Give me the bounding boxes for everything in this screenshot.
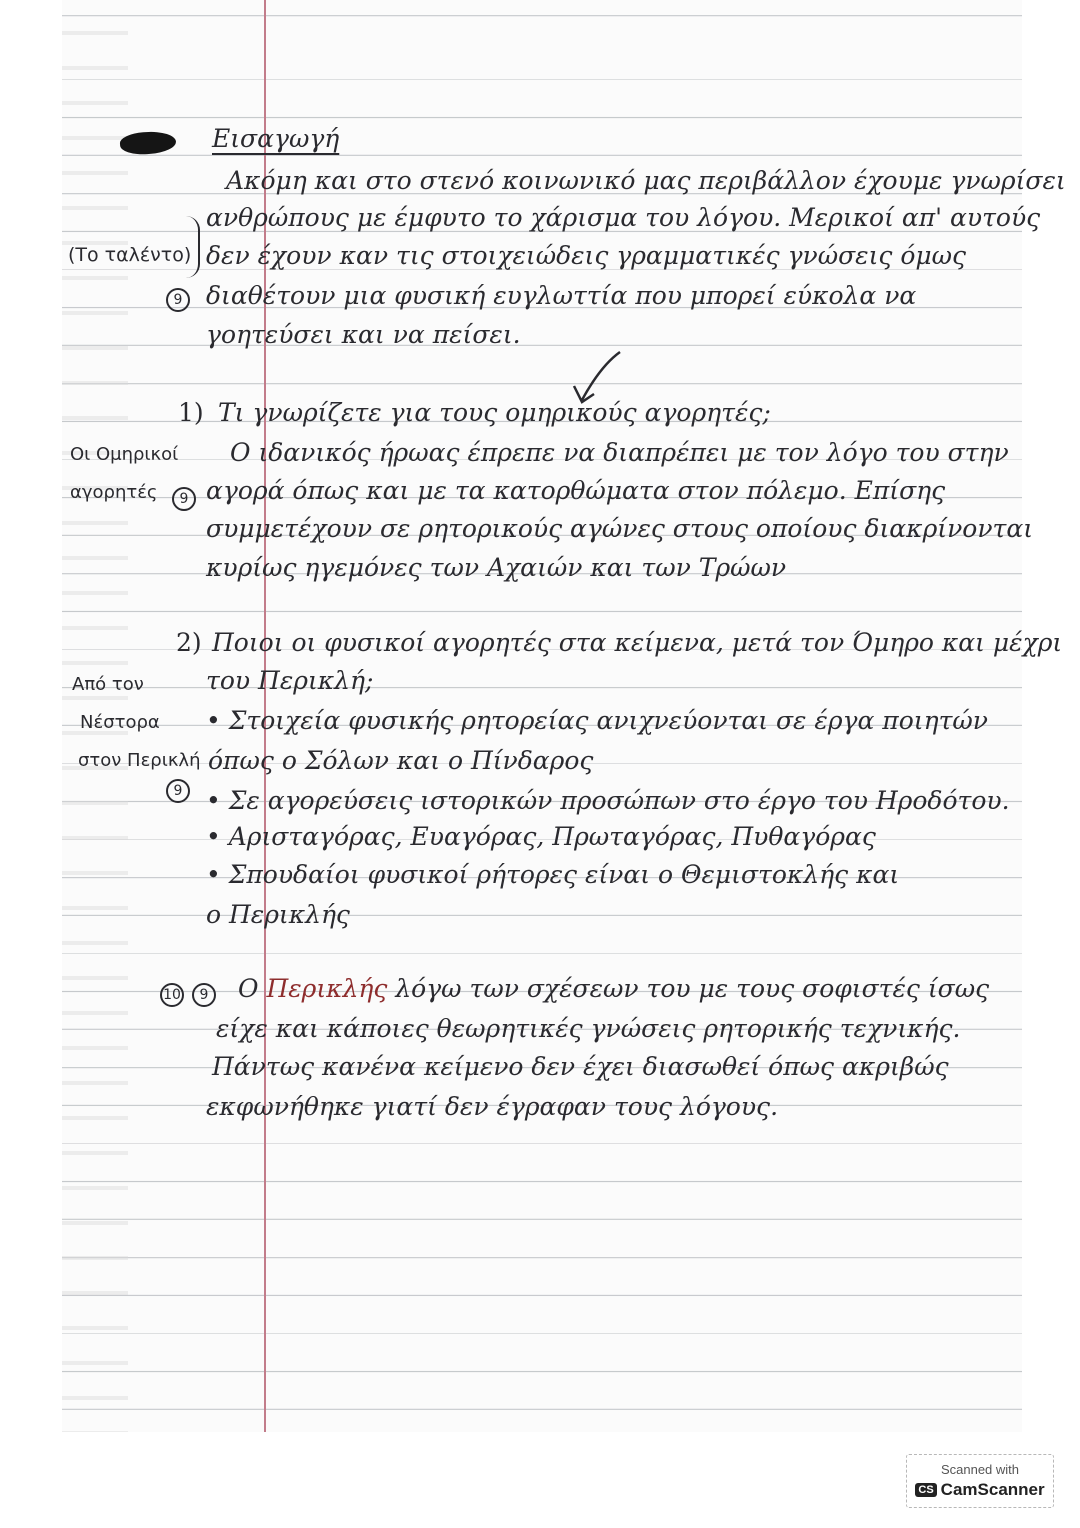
scanner-line1: Scanned with (940, 1462, 1020, 1477)
answer-line: συμμετέχουν σε ρητορικούς αγώνες στους οποίους διακρίνονται (206, 514, 1034, 543)
intro-line: ανθρώπους με έμφυτο το χάρισμα του λόγου. Μερικοί απ' αυτούς (206, 203, 1041, 232)
bullet-line: • Σπουδαίοι φυσικοί ρήτορες είναι ο Θεμιστοκλής και (206, 860, 900, 889)
margin-note-homeric: αγορητές (70, 482, 158, 503)
answer-line: Ο ιδανικός ήρωας έπρεπε να διαπρέπει με τον λόγο του στην (230, 438, 1009, 467)
bullet-line: • Αρισταγόρας, Ευαγόρας, Πρωταγόρας, Πυθαγόρας (206, 822, 876, 851)
intro-line: διαθέτουν μια φυσική ευγλωττία που μπορεί εύκολα να (206, 281, 917, 310)
margin-note-talent: (Το ταλέντο) (68, 244, 192, 266)
answer-line: αγορά όπως και με τα κατορθώματα στον πόλεμο. Επίσης (206, 476, 946, 505)
grade-badge: 10 (160, 983, 184, 1007)
answer-rest: λόγω των σχέσεων του με τους σοφιστές ίσως (387, 974, 990, 1003)
answer-lead: Ο (238, 974, 267, 1003)
grade-badge: 9 (166, 288, 190, 312)
grade-badge: 9 (172, 487, 196, 511)
bullet-line: • Σε αγορεύσεις ιστορικών προσώπων στο έργο του Ηροδότου. (206, 786, 1010, 815)
margin-note-homeric: Οι Ομηρικοί (70, 444, 179, 465)
answer-line: εκφωνήθηκε γιατί δεν έγραφαν τους λόγους. (206, 1092, 779, 1121)
camscanner-logo-icon: CS (915, 1483, 936, 1497)
bullet-line: ο Περικλής (206, 900, 350, 929)
answer-line: κυρίως ηγεμόνες των Αχαιών και των Τρώων (206, 553, 787, 582)
margin-note-nestor: Νέστορα (80, 712, 160, 733)
question-text: Τι γνωρίζετε για τους ομηρικούς αγορητές; (218, 398, 771, 427)
answer-line (238, 976, 989, 1001)
question-number: 2) (176, 628, 202, 657)
bullet-line: • Στοιχεία φυσικής ρητορείας ανιχνεύονται σε έργα ποιητών (206, 706, 988, 735)
answer-line: Πάντως κανένα κείμενο δεν έχει διασωθεί όπως ακριβώς (212, 1052, 949, 1081)
scanner-watermark (906, 1454, 1054, 1508)
question-number: 1) (178, 398, 204, 427)
intro-line: Ακόμη και στο στενό κοινωνικό μας περιβάλλον έχουμε γνωρίσει (226, 166, 1066, 195)
question-text: Ποιοι οι φυσικοί αγορητές στα κείμενα, μετά τον Όμηρο και μέχρι (212, 628, 1063, 657)
answer-line: είχε και κάποιες θεωρητικές γνώσεις ρητορικής τεχνικής. (216, 1014, 961, 1043)
margin-note-nestor: Από τον (72, 674, 144, 695)
grade-badge: 9 (166, 779, 190, 803)
intro-line: γοητεύσει και να πείσει. (206, 320, 521, 349)
bracket (182, 216, 200, 278)
highlighted-name: Περικλής (266, 974, 388, 1003)
margin-note-nestor: στον Περικλή (78, 750, 201, 771)
bullet-line: όπως ο Σόλων και ο Πίνδαρος (208, 746, 594, 775)
grade-badge: 9 (192, 983, 216, 1007)
page-title: Εισαγωγή (212, 124, 340, 153)
question-text: του Περικλή; (206, 666, 374, 695)
intro-line: δεν έχουν καν τις στοιχειώδεις γραμματικές γνώσεις όμως (206, 241, 967, 270)
scanner-line2: CamScanner (940, 1480, 1045, 1499)
